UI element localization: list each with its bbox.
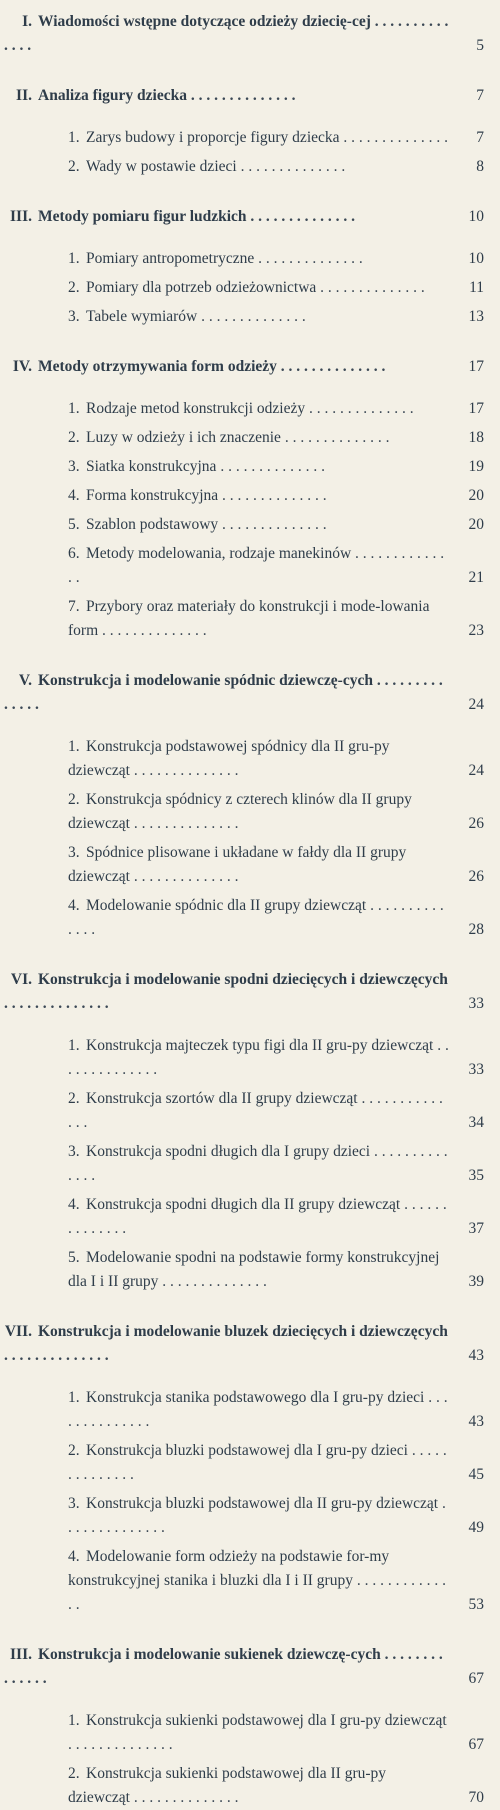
toc-section-text (68, 1087, 450, 1135)
toc-chapter-text (4, 1320, 450, 1368)
page-number: 67 (468, 1736, 484, 1753)
leader-dots (130, 868, 239, 885)
page-number: 10 (468, 250, 484, 267)
page-number: 28 (468, 921, 484, 938)
toc-section-text (68, 894, 450, 942)
toc-section (68, 788, 484, 836)
chapter-number: V. (18, 672, 32, 689)
toc-section (68, 894, 484, 942)
toc-section-text (68, 126, 450, 150)
chapter-title: Metody otrzymywania form odzieży (38, 358, 277, 375)
toc-section-text (68, 247, 450, 271)
section-title: Konstrukcja majteczek typu figi dla II gru-py dziewcząt (86, 1037, 434, 1054)
toc-chapter-text (4, 205, 450, 229)
toc-section (68, 542, 484, 590)
page-number: 70 (468, 1789, 484, 1806)
leader-dots (130, 1789, 239, 1806)
chapter-title: Konstrukcja i modelowanie spodni dziecięcych i dziewczęcych (38, 971, 448, 988)
toc-section (68, 595, 484, 643)
toc-section-text (68, 542, 450, 590)
chapter-title: Analiza figury dziecka (38, 87, 187, 104)
page-number: 26 (468, 815, 484, 832)
section-number: 3. (68, 458, 80, 475)
section-number: 1. (68, 738, 80, 755)
section-title: Przybory oraz materiały do konstrukcji i mode-lowania form (68, 598, 430, 639)
toc-chapter (4, 355, 484, 379)
toc-chapter-text (4, 968, 450, 1016)
toc-chapter (4, 968, 484, 1016)
leader-dots (305, 400, 414, 417)
section-number: 5. (68, 516, 80, 533)
section-number: 3. (68, 308, 80, 325)
section-number: 3. (68, 1143, 80, 1160)
page-number: 35 (468, 1167, 484, 1184)
chapter-title: Wiadomości wstępne dotyczące odzieży dziecię-cej (38, 13, 371, 30)
page-number: 33 (468, 995, 484, 1012)
page-number: 33 (468, 1061, 484, 1078)
chapter-number: IV. (12, 358, 32, 375)
toc-section-text (68, 1545, 450, 1617)
toc-chapter-text (4, 10, 450, 58)
section-number: 4. (68, 1196, 80, 1213)
section-number: 1. (68, 250, 80, 267)
section-title: Konstrukcja spódnicy z czterech klinów dla II grupy dziewcząt (68, 791, 412, 832)
section-number: 5. (68, 1249, 80, 1266)
toc-section-text (68, 1762, 450, 1810)
page-number: 7 (476, 87, 484, 104)
leader-dots (247, 208, 356, 225)
page-number: 45 (468, 1466, 484, 1483)
section-title: Modelowanie spódnic dla II grupy dziewcząt (86, 897, 367, 914)
section-number: 4. (68, 487, 80, 504)
toc-section (68, 1439, 484, 1487)
section-number: 2. (68, 158, 80, 175)
leader-dots (277, 358, 386, 375)
toc-section (68, 1246, 484, 1294)
section-number: 2. (68, 1765, 80, 1782)
leader-dots (158, 1273, 267, 1290)
section-title: Pomiary dla potrzeb odzieżownictwa (86, 279, 317, 296)
leader-dots (281, 429, 390, 446)
table-of-contents (4, 10, 484, 1810)
section-number: 1. (68, 1389, 80, 1406)
leader-dots (316, 279, 425, 296)
page-number: 53 (468, 1596, 484, 1613)
toc-section-text (68, 788, 450, 836)
toc-section-text (68, 1246, 450, 1294)
page-number: 49 (468, 1519, 484, 1536)
toc-chapter (4, 1320, 484, 1368)
toc-section (68, 1545, 484, 1617)
toc-chapter (4, 1643, 484, 1691)
leader-dots (4, 995, 109, 1012)
section-title: Modelowanie form odzieży na podstawie for-my konstrukcyjnej stanika i bluzki dla I i II grupy (68, 1548, 390, 1589)
toc-chapter-text (4, 1643, 450, 1691)
page-number: 39 (468, 1273, 484, 1290)
leader-dots (237, 158, 346, 175)
toc-section (68, 1386, 484, 1434)
toc-section (68, 1034, 484, 1082)
section-title: Pomiary antropometryczne (86, 250, 255, 267)
toc-section-text (68, 1709, 450, 1757)
chapter-number: VII. (4, 1323, 32, 1340)
toc-section (68, 276, 484, 300)
page-number: 34 (468, 1114, 484, 1131)
section-number: 1. (68, 400, 80, 417)
section-title: Konstrukcja sukienki podstawowej dla II gru-py dziewcząt (68, 1765, 387, 1806)
toc-section (68, 484, 484, 508)
section-title: Szablon podstawowy (86, 516, 219, 533)
section-number: 3. (68, 1495, 80, 1512)
toc-section (68, 735, 484, 783)
chapter-number: III. (10, 208, 32, 225)
toc-section (68, 1492, 484, 1540)
page-number: 5 (476, 37, 484, 54)
toc-section (68, 513, 484, 537)
section-number: 6. (68, 545, 80, 562)
section-title: Modelowanie spodni na podstawie formy konstrukcyjnej dla I i II grupy (68, 1249, 440, 1290)
page-number: 67 (468, 1670, 484, 1687)
page-number: 17 (468, 400, 484, 417)
section-title: Konstrukcja spodni długich dla I grupy dzieci (86, 1143, 371, 1160)
toc-section-text (68, 484, 450, 508)
section-title: Tabele wymiarów (86, 308, 198, 325)
toc-chapter-text (4, 84, 450, 108)
page-number: 20 (468, 516, 484, 533)
page-number: 21 (468, 569, 484, 586)
toc-section-text (68, 735, 450, 783)
section-number: 2. (68, 791, 80, 808)
chapter-title: Konstrukcja i modelowanie bluzek dziecięcych i dziewczęcych (38, 1323, 448, 1340)
section-number: 7. (68, 598, 80, 615)
leader-dots (340, 129, 449, 146)
section-title: Wady w postawie dzieci (86, 158, 237, 175)
section-number: 4. (68, 897, 80, 914)
section-number: 1. (68, 1037, 80, 1054)
page-number: 8 (476, 158, 484, 175)
leader-dots (218, 487, 327, 504)
toc-section (68, 1140, 484, 1188)
toc-chapter-text (4, 355, 450, 379)
section-number: 4. (68, 1548, 80, 1565)
toc-section (68, 426, 484, 450)
toc-section-text (68, 1140, 450, 1188)
section-title: Zarys budowy i proporcje figury dziecka (86, 129, 340, 146)
toc-section (68, 155, 484, 179)
toc-chapter (4, 10, 484, 58)
leader-dots (130, 762, 239, 779)
section-number: 2. (68, 1090, 80, 1107)
toc-section (68, 1709, 484, 1757)
toc-section-text (68, 426, 450, 450)
leader-dots (218, 516, 327, 533)
leader-dots (98, 622, 207, 639)
page-number: 7 (476, 129, 484, 146)
toc-section (68, 126, 484, 150)
toc-section-text (68, 1386, 450, 1434)
toc-chapter (4, 669, 484, 717)
toc-section-text (68, 1193, 450, 1241)
toc-section-text (68, 305, 450, 329)
page-number: 23 (468, 622, 484, 639)
section-title: Luzy w odzieży i ich znaczenie (86, 429, 281, 446)
section-title: Metody modelowania, rodzaje manekinów (86, 545, 352, 562)
leader-dots (216, 458, 325, 475)
chapter-title: Konstrukcja i modelowanie sukienek dziewczę-cych (38, 1646, 381, 1663)
leader-dots (187, 87, 296, 104)
section-title: Konstrukcja spodni długich dla II grupy dziewcząt (86, 1196, 401, 1213)
page-number: 24 (468, 696, 484, 713)
section-title: Konstrukcja bluzki podstawowej dla I gru-py dzieci (86, 1442, 408, 1459)
toc-section-text (68, 513, 450, 537)
section-title: Siatka konstrukcyjna (86, 458, 217, 475)
section-number: 2. (68, 279, 80, 296)
toc-section-text (68, 1492, 450, 1540)
chapter-title: Konstrukcja i modelowanie spódnic dziewczę-cych (38, 672, 373, 689)
page-number: 10 (468, 208, 484, 225)
page-number: 43 (468, 1413, 484, 1430)
section-title: Konstrukcja podstawowej spódnicy dla II gru-py dziewcząt (68, 738, 390, 779)
section-title: Konstrukcja sukienki podstawowej dla I gru-py dziewcząt (86, 1712, 447, 1729)
section-title: Rodzaje metod konstrukcji odzieży (86, 400, 306, 417)
toc-section-text (68, 1439, 450, 1487)
page-number: 37 (468, 1220, 484, 1237)
section-title: Spódnice plisowane i układane w fałdy dla II grupy dziewcząt (68, 844, 407, 885)
chapter-number: III. (10, 1646, 32, 1663)
chapter-title: Metody pomiaru figur ludzkich (38, 208, 247, 225)
section-title: Konstrukcja bluzki podstawowej dla II gru-py dziewcząt (86, 1495, 439, 1512)
section-title: Konstrukcja szortów dla II grupy dziewcząt (86, 1090, 358, 1107)
toc-chapter-text (4, 669, 450, 717)
leader-dots (4, 1347, 109, 1364)
toc-section-text (68, 397, 450, 421)
chapter-number: I. (22, 13, 32, 30)
page-number: 17 (468, 358, 484, 375)
toc-chapter (4, 205, 484, 229)
page-number: 24 (468, 762, 484, 779)
section-title: Konstrukcja stanika podstawowego dla I gru-py dzieci (86, 1389, 425, 1406)
section-title: Forma konstrukcyjna (86, 487, 219, 504)
page-number: 19 (468, 458, 484, 475)
leader-dots (68, 1736, 173, 1753)
section-number: 2. (68, 429, 80, 446)
chapter-number: VI. (10, 971, 32, 988)
section-number: 2. (68, 1442, 80, 1459)
page-number: 26 (468, 868, 484, 885)
toc-section (68, 1762, 484, 1810)
section-number: 3. (68, 844, 80, 861)
page-number: 43 (468, 1347, 484, 1364)
page-number: 20 (468, 487, 484, 504)
toc-section (68, 305, 484, 329)
page-number: 11 (469, 279, 484, 296)
toc-section (68, 247, 484, 271)
toc-section (68, 397, 484, 421)
toc-section-text (68, 841, 450, 889)
toc-section (68, 841, 484, 889)
page-number: 13 (468, 308, 484, 325)
toc-section-text (68, 276, 450, 300)
toc-section-text (68, 595, 450, 643)
leader-dots (130, 815, 239, 832)
toc-section (68, 1087, 484, 1135)
section-number: 1. (68, 1712, 80, 1729)
toc-section-text (68, 1034, 450, 1082)
page-number: 18 (468, 429, 484, 446)
toc-section (68, 455, 484, 479)
toc-section-text (68, 155, 450, 179)
section-number: 1. (68, 129, 80, 146)
leader-dots (254, 250, 363, 267)
leader-dots (197, 308, 306, 325)
toc-chapter (4, 84, 484, 108)
toc-section-text (68, 455, 450, 479)
toc-section (68, 1193, 484, 1241)
chapter-number: II. (16, 87, 32, 104)
